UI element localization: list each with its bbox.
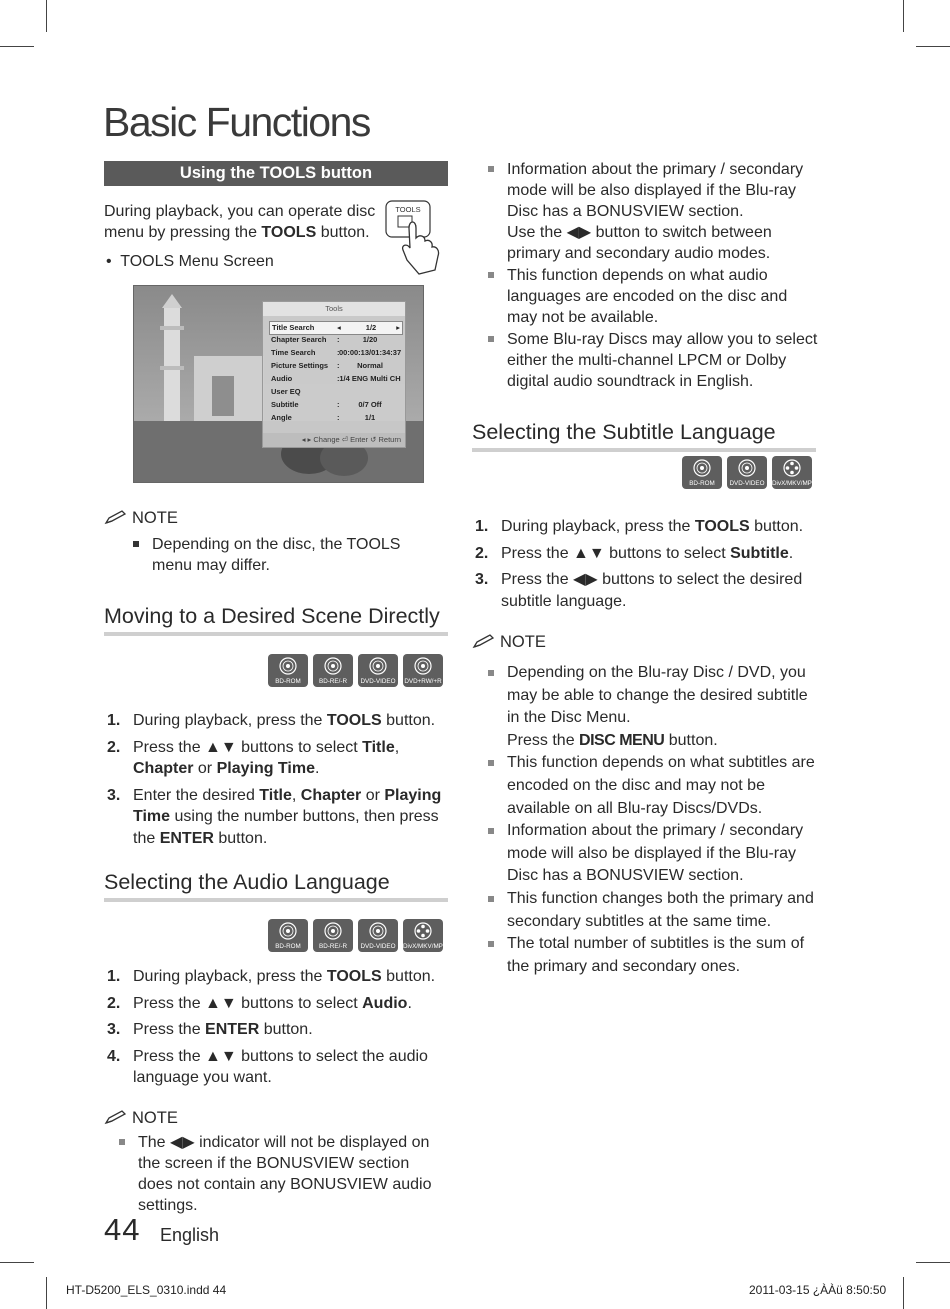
crop-mark (903, 0, 904, 32)
note-item: Information about the primary / secondary mode will be also displayed if the Blu-ray Disc has a BONUSVIEW section. Use the ◀▶ button to switch between primary and secondary audio modes. (488, 159, 818, 264)
note3-list (488, 662, 822, 978)
section-banner: Using the TOOLS button (104, 161, 448, 186)
crop-mark (916, 46, 950, 47)
tools-menu-row: Time Search : 00:00:13/01:34:37 (271, 348, 402, 357)
disc-badge: BD-ROM (268, 654, 308, 687)
note-item: The ◀▶ indicator will not be displayed on the screen if the BONUSVIEW section does not contain any BONUSVIEW audio settings. (119, 1132, 445, 1216)
svg-text:TOOLS: TOOLS (395, 205, 421, 214)
crop-mark (916, 1262, 950, 1263)
disc-badge: DivX/MKV/MP4 (772, 456, 812, 489)
note1-list (133, 534, 443, 576)
crop-mark (46, 1277, 47, 1309)
section-heading-subtitle: Selecting the Subtitle Language (472, 418, 816, 452)
crop-mark (0, 46, 34, 47)
moving-steps (104, 710, 448, 854)
note-item: This function depends on what audio languages are encoded on the disc and may not be available. (488, 265, 818, 328)
page-number: 44 (104, 1212, 141, 1247)
pencil-note-icon (104, 1109, 128, 1125)
disc-icon (278, 656, 298, 676)
section-heading-moving: Moving to a Desired Scene Directly (104, 602, 448, 636)
crop-mark (46, 0, 47, 32)
tools-menu-footer: ◂ ▸ Change ⏎ Enter ↺ Return (263, 433, 405, 447)
step-item: 3. Press the ◀▶ buttons to select the desired subtitle language. (475, 571, 803, 610)
note-item: Some Blu-ray Discs may allow you to select either the multi-channel LPCM or Dolby digital audio soundtrack in English. (488, 329, 818, 392)
bullet-tools-menu-screen: • TOOLS Menu Screen (106, 253, 274, 270)
audio-notes-list (488, 159, 818, 393)
intro-text: During playback, you can operate disc menu by pressing the TOOLS button. (104, 203, 376, 241)
tools-menu-row: Audio : 1/4 ENG Multi CH (271, 374, 401, 383)
tools-menu-row: Subtitle : 0/7 Off (271, 400, 382, 409)
film-reel-icon (782, 458, 802, 478)
film-reel-icon (413, 921, 433, 941)
pencil-note-icon (104, 509, 128, 525)
disc-compat-row-moving (268, 654, 443, 687)
step-item: 4. Press the ▲▼ buttons to select the audio language you want. (107, 1047, 428, 1086)
step-item: 1. During playback, press the TOOLS button. (107, 968, 436, 985)
crop-mark (0, 1262, 34, 1263)
tools-remote-hand-icon (383, 198, 449, 276)
footer-file-name: HT-D5200_ELS_0310.indd 44 (66, 1283, 227, 1297)
note-heading: NOTE (472, 632, 546, 652)
disc-icon (692, 458, 712, 478)
note-item: Depending on the Blu-ray Disc / DVD, you may be able to change the desired subtitle in the Disc Menu. Press the DISC MENU button. (488, 662, 822, 752)
disc-badge: DVD-VIDEO (358, 919, 398, 952)
note-item: The total number of subtitles is the sum of the primary and secondary ones. (488, 933, 822, 978)
step-item: 2. Press the ▲▼ buttons to select Title, Chapter or Playing Time. (107, 738, 400, 777)
disc-badge: DVD+RW/+R (403, 654, 443, 687)
disc-badge: DivX/MKV/MP4 (403, 919, 443, 952)
footer-timestamp: 2011-03-15 ¿ÀÀü 8:50:50 (749, 1283, 887, 1297)
tools-menu-row: Picture Settings : Normal (271, 361, 383, 370)
tools-menu-row: Chapter Search : 1/20 (271, 335, 378, 344)
disc-badge: BD-ROM (268, 919, 308, 952)
disc-icon (278, 921, 298, 941)
subtitle-steps (472, 516, 818, 617)
audio-steps (104, 966, 448, 1094)
page-title: Basic Functions (103, 99, 370, 145)
step-item: 2. Press the ▲▼ buttons to select Subtitle. (475, 544, 794, 562)
disc-compat-row-audio (268, 919, 447, 952)
section-heading-audio: Selecting the Audio Language (104, 868, 448, 902)
step-item: 1. During playback, press the TOOLS button. (107, 712, 436, 729)
step-item: 3. Press the ENTER button. (107, 1021, 313, 1038)
disc-icon (737, 458, 757, 478)
note-heading: NOTE (104, 1108, 178, 1128)
crop-mark (903, 1277, 904, 1309)
tools-menu-row: Angle : 1/1 (271, 413, 376, 422)
step-item: 2. Press the ▲▼ buttons to select Audio. (107, 994, 412, 1012)
disc-badge: BD-RE/-R (313, 654, 353, 687)
disc-icon (413, 656, 433, 676)
disc-badge: DVD-VIDEO (727, 456, 767, 489)
disc-icon (323, 921, 343, 941)
note-item: Depending on the disc, the TOOLS menu may differ. (133, 534, 443, 576)
disc-badge: BD-RE/-R (313, 919, 353, 952)
note-heading: NOTE (104, 508, 178, 528)
pencil-note-icon (472, 633, 496, 649)
tools-menu-screenshot (133, 285, 424, 483)
disc-icon (323, 656, 343, 676)
disc-badge: BD-ROM (682, 456, 722, 489)
disc-icon (368, 921, 388, 941)
tools-menu-row: User EQ (271, 387, 301, 396)
disc-compat-row-subtitle (682, 456, 816, 489)
page-language: English (160, 1225, 220, 1245)
tools-menu-title: Tools (263, 302, 405, 316)
note-item: This function changes both the primary and secondary subtitles at the same time. (488, 888, 822, 933)
disc-icon (368, 656, 388, 676)
note2-list (119, 1132, 445, 1216)
step-item: 1. During playback, press the TOOLS button. (475, 518, 804, 535)
tools-menu-row: Title Search ◂ 1/2 ▸ (269, 321, 403, 335)
disc-badge: DVD-VIDEO (358, 654, 398, 687)
step-item: 3. Enter the desired Title, Chapter or Playing Time using the number buttons, then press the ENTER button. (107, 786, 442, 847)
tools-menu-panel (262, 301, 406, 448)
note-item: Information about the primary / secondary mode will also be displayed if the Blu-ray Disc has a BONUSVIEW section. (488, 820, 822, 888)
note-item: This function depends on what subtitles are encoded on the disc and may not be available on all Blu-ray Discs/DVDs. (488, 752, 822, 820)
